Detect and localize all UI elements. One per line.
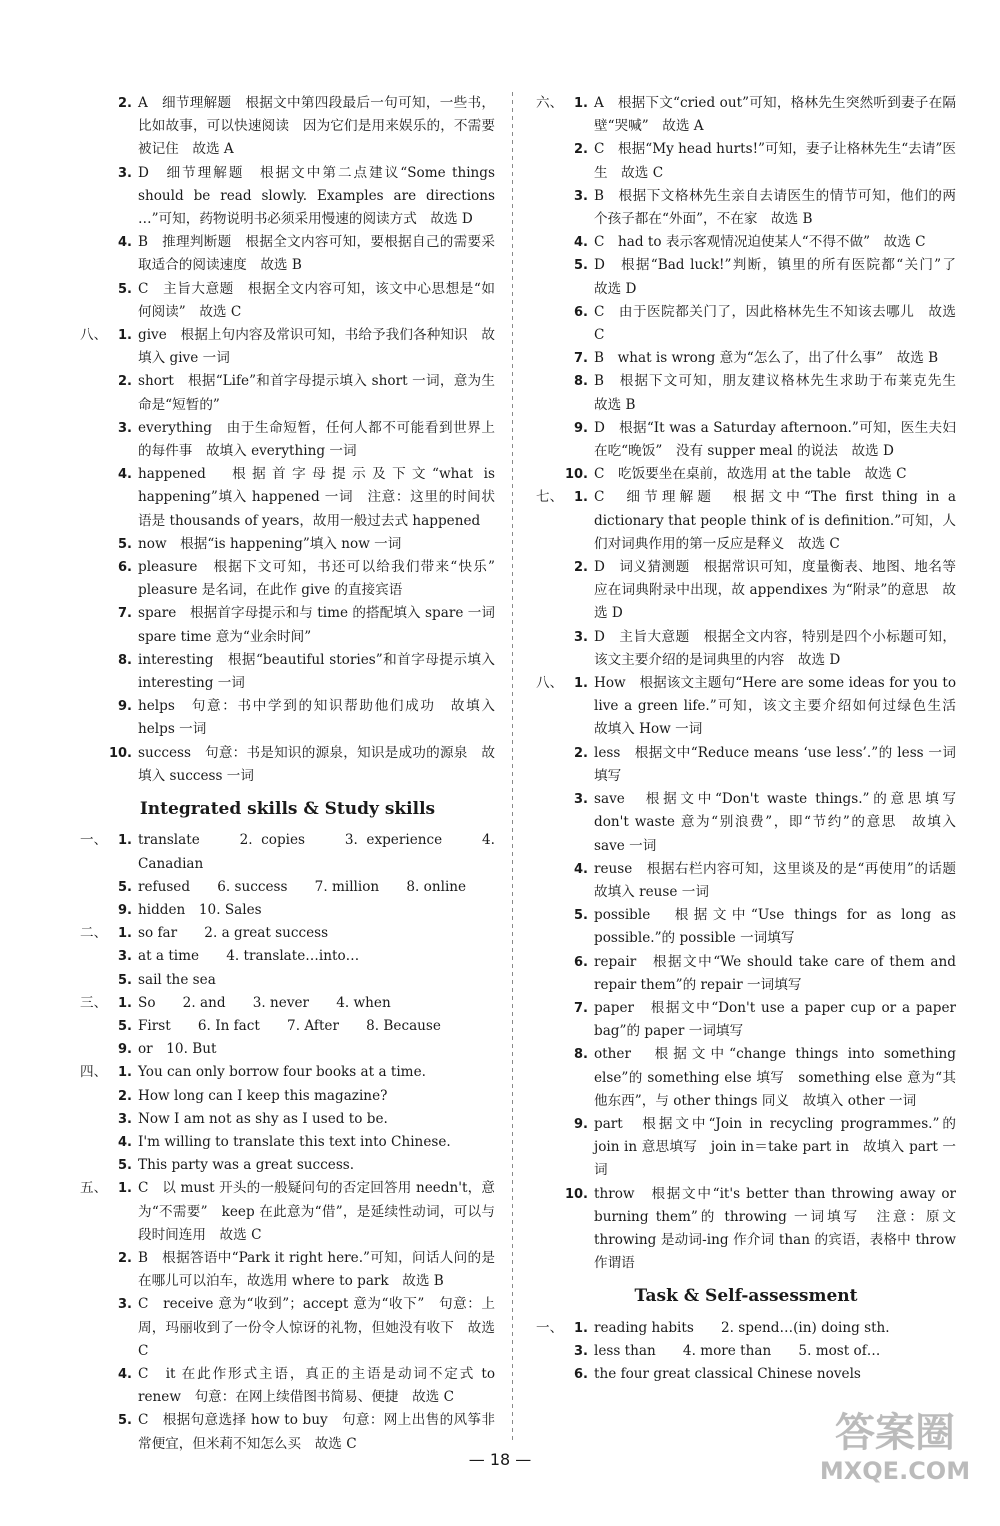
item-number: 1.	[118, 926, 132, 942]
item-number: 1.	[574, 490, 588, 506]
item-number: 6.	[574, 954, 588, 970]
answer-text: translate 2. copies 3. experience 4. Canadian	[138, 832, 500, 872]
answer-item	[536, 417, 956, 463]
answer-item	[536, 254, 970, 300]
answer-item	[536, 556, 956, 626]
watermark-logo-text: 答案圈	[835, 1410, 955, 1456]
answer-item	[536, 1317, 956, 1340]
answer-text: I'm willing to translate this text into Chinese.	[138, 1133, 451, 1150]
answer-text: possible 根据文中“Use things for as long as possible.”的 possible 一词填写	[594, 907, 961, 947]
answer-text: B 根据下文格林先生亲自去请医生的情节可知，他们的两个孩子都在“外面”，不在家 故选 B	[594, 187, 956, 228]
item-number: 9.	[118, 699, 132, 715]
item-number: 8.	[574, 1047, 588, 1063]
answer-item	[536, 788, 970, 858]
answer-item	[80, 92, 495, 162]
answer-text: hidden 10. Sales	[138, 901, 262, 918]
item-number: 9.	[574, 420, 588, 436]
item-number: 4.	[574, 861, 588, 877]
item-number: 5.	[118, 1018, 132, 1034]
answer-text: How 根据该文主题句“Here are some ideas for you to live a green life.”可知，该文主要介绍如何过绿色生活 故填入 How 一词	[594, 675, 970, 738]
answer-text: reuse 根据右栏内容可知，这里谈及的是“再使用”的话题 故填入 reuse 一词	[594, 860, 970, 900]
item-number: 2.	[574, 142, 588, 158]
answer-item	[536, 92, 956, 138]
answer-item	[536, 1340, 956, 1363]
answer-item	[536, 1113, 961, 1183]
item-number: 3.	[118, 1297, 132, 1313]
answer-text: sail the sea	[138, 971, 216, 988]
item-number: 2.	[118, 374, 132, 390]
item-number: 9.	[118, 902, 132, 918]
answer-text: the four great classical Chinese novels	[594, 1365, 861, 1382]
answer-item	[536, 742, 956, 788]
answer-text: D 主旨大意题 根据全文内容，特别是四个小标题可知，该文主要介绍的是词典里的内容 故选 D	[594, 628, 956, 668]
section-label: 四、	[80, 1064, 108, 1081]
answer-text: paper 根据文中“Don't use a paper cup or a paper bag”的 paper 一词填写	[594, 999, 961, 1040]
item-number: 3.	[118, 165, 132, 181]
item-number: 1.	[118, 995, 132, 1011]
item-number: 5.	[118, 879, 132, 895]
item-number: 5.	[118, 536, 132, 552]
section-label: 一、	[536, 1319, 564, 1336]
item-number: 2.	[118, 1088, 132, 1104]
item-number: 7.	[574, 351, 588, 367]
item-number: 3.	[574, 792, 588, 808]
answer-item	[536, 951, 961, 997]
right-column	[536, 92, 970, 1386]
answer-item	[536, 1043, 961, 1113]
answer-item	[80, 533, 495, 556]
answer-text: or 10. But	[138, 1041, 217, 1058]
answer-text: D 根据“It was a Saturday afternoon.”可知，医生夫妇在吃“晚饭” 没有 supper meal 的说法 故选 D	[594, 419, 956, 460]
answer-text: give 根据上句内容及常识可知，书给予我们各种知识 故填入 give 一词	[138, 327, 495, 367]
item-number: 6.	[574, 1366, 588, 1382]
answer-item	[80, 1247, 495, 1293]
item-number: 4.	[574, 235, 588, 251]
answer-item	[536, 301, 961, 347]
item-number: 5.	[118, 281, 132, 297]
answer-text: reading habits 2. spend…(in) doing sth.	[594, 1319, 890, 1336]
answers-task	[536, 1317, 956, 1387]
answer-text: happened 根据首字母提示及下文“what is happening”填入 happened 一词 注意：这里的时间状语是 thousands of years，故用一般过去式 happened	[138, 466, 500, 529]
answer-item	[536, 997, 961, 1043]
answer-text: other 根据文中“change things into something else”的 something else 填写 something else 意为“其他东西”，与 other things 同义 故填入 other 一词	[594, 1046, 961, 1109]
answer-text: less than 4. more than 5. most of…	[594, 1342, 881, 1359]
item-number: 6.	[118, 560, 132, 576]
answer-text: spare 根据首字母提示和与 time 的搭配填入 spare 一词 spare time 意为“业余时间”	[138, 605, 509, 645]
item-number: 10.	[108, 745, 132, 761]
answer-item	[80, 324, 495, 370]
answer-text: C had to 表示客观情况迫使某人“不得不做” 故选 C	[594, 234, 926, 251]
answer-text: less 根据文中“Reduce means ‘use less’.”的 less 一词填写	[594, 744, 956, 784]
answer-item	[80, 1108, 495, 1131]
answer-text: B 推理判断题 根据全文内容可知，要根据自己的需要采取适合的阅读速度 故选 B	[138, 234, 495, 274]
answer-text: How long can I keep this magazine?	[138, 1087, 388, 1104]
answer-text: save 根据文中“Don't waste things.”的意思填写 don't waste 意为“别浪费”，即“节约”的意思 故填入 save 一词	[594, 791, 970, 854]
answer-item	[80, 463, 500, 533]
answer-item	[536, 463, 956, 486]
answer-item	[80, 899, 495, 922]
answer-item	[80, 649, 500, 695]
answer-item	[80, 1015, 495, 1038]
answer-text: D 根据“Bad luck!”判断，镇里的所有医院都“关门”了 故选 D	[594, 257, 970, 297]
item-number: 3.	[118, 420, 132, 436]
answers-cloze-and-reading	[536, 92, 970, 1275]
item-number: 1.	[118, 1181, 132, 1197]
answer-text: C 细节理解题 根据文中“The first thing in a dictionary that people think of is definition.”可知，人们对词典作用的第一反应是释义 故选 C	[594, 489, 961, 552]
answer-item	[80, 370, 495, 416]
answer-text: C receive 意为“收到”；accept 意为“收下” 句意：上周，玛丽收到了一份令人惊讶的礼物，但她没有收下 故选 C	[138, 1296, 500, 1359]
answer-text: D 细节理解题 根据文中第二点建议“Some things should be read slowly. Examples are directions …”可知，药物说明书必须采用慢速的阅读方式 故选 D	[138, 164, 500, 228]
answer-item	[80, 1038, 495, 1061]
answer-item	[80, 1363, 500, 1409]
answer-item	[536, 672, 970, 742]
section-label: 二、	[80, 925, 108, 942]
item-number: 3.	[118, 1111, 132, 1127]
item-number: 3.	[118, 949, 132, 965]
answer-item	[80, 1293, 500, 1363]
answer-text: Now I am not as shy as I used to be.	[138, 1110, 388, 1127]
section-label: 八、	[536, 675, 564, 692]
answer-item	[80, 1154, 495, 1177]
item-number: 4.	[118, 1134, 132, 1150]
answer-text: B 根据下文可知，朋友建议格林先生求助于布莱克先生 故选 B	[594, 373, 970, 413]
answer-text: repair 根据文中“We should take care of them and repair them”的 repair 一词填写	[594, 953, 961, 993]
item-number: 7.	[574, 1000, 588, 1016]
answer-item	[80, 417, 495, 463]
answer-item	[80, 1177, 495, 1247]
item-number: 1.	[574, 96, 588, 111]
item-number: 5.	[118, 972, 132, 988]
item-number: 1.	[574, 676, 588, 692]
answer-text: You can only borrow four books at a time.	[138, 1064, 426, 1081]
item-number: 4.	[118, 1366, 132, 1382]
answer-text: B 根据答语中“Park it right here.”可知，问话人问的是在哪儿可以泊车，故选用 where to park 故选 B	[138, 1249, 495, 1290]
item-number: 1.	[118, 1065, 132, 1081]
answer-text: part 根据文中“Join in recycling programmes.”的 join in 意思填写 join in＝take part in 故填入 part 一词	[594, 1115, 961, 1179]
answer-text: so far 2. a great success	[138, 925, 329, 942]
answer-item	[536, 138, 956, 184]
answer-item	[80, 1131, 495, 1154]
item-number: 5.	[574, 908, 588, 924]
left-column	[80, 92, 509, 1456]
answer-text: pleasure 根据下文可知，书还可以给我们带来“快乐” pleasure 是名词，在此作 give 的直接宾语	[138, 559, 509, 599]
item-number: 1.	[118, 833, 132, 849]
item-number: 8.	[574, 374, 588, 390]
answer-text: C 由于医院都关门了，因此格林先生不知该去哪儿 故选 C	[594, 303, 961, 344]
section-heading-integrated-skills: Integrated skills & Study skills	[139, 799, 436, 820]
section-label: 七、	[536, 489, 564, 506]
item-number: 9.	[574, 1116, 588, 1132]
answer-item	[80, 162, 500, 232]
item-number: 4.	[118, 235, 132, 251]
item-number: 10.	[564, 467, 588, 483]
answer-item	[80, 695, 500, 741]
answer-item	[80, 278, 495, 324]
answer-text: C 以 must 开头的一般疑问句的否定回答用 needn't，意为“不需要” keep 在此意为“借”，是延续性动词，可以与段时间连用 故选 C	[138, 1180, 495, 1243]
answer-text: So 2. and 3. never 4. when	[138, 994, 391, 1011]
answer-text: This party was a great success.	[138, 1157, 355, 1174]
section-heading-task-self-assessment: Task & Self-assessment	[634, 1286, 858, 1307]
item-number: 8.	[118, 652, 132, 668]
answer-text: throw 根据文中“it's better than throwing away or burning them”的 throwing 一词填写 注意：原文 throwing 是动词-ing 作介词 than 的宾语，表格中 throw 作谓语	[594, 1185, 961, 1272]
answer-text: B what is wrong 意为“怎么了，出了什么事” 故选 B	[594, 350, 939, 367]
answer-item	[536, 1363, 956, 1386]
item-number: 2.	[118, 1250, 132, 1266]
answer-item	[536, 858, 970, 904]
item-number: 2.	[118, 96, 132, 111]
item-number: 9.	[118, 1042, 132, 1058]
item-number: 3.	[574, 188, 588, 204]
section-label: 八、	[80, 327, 108, 344]
answer-text: A 细节理解题 根据文中第四段最后一句可知，一些书，比如故事，可以快速阅读 因为它们是用来娱乐的，不需要被记住 故选 A	[138, 95, 495, 158]
answer-item	[536, 486, 961, 556]
answers-reading-section	[80, 92, 509, 788]
section-label: 一、	[80, 832, 108, 849]
section-label: 六、	[536, 95, 564, 111]
answer-item	[536, 626, 956, 672]
answer-text: C 吃饭要坐在桌前，故选用 at the table 故选 C	[594, 466, 907, 483]
page-number: — 18 —	[468, 1450, 532, 1469]
item-number: 3.	[574, 1343, 588, 1359]
item-number: 5.	[118, 1413, 132, 1429]
answer-item	[80, 992, 495, 1015]
item-number: 2.	[574, 745, 588, 761]
item-number: 5.	[574, 258, 588, 274]
answer-text: C 根据句意选择 how to buy 句意：网上出售的风筝非常便宜，但米莉不知怎么买 故选 C	[138, 1412, 495, 1452]
answer-item	[80, 602, 509, 648]
item-number: 1.	[574, 1320, 588, 1336]
answer-item	[80, 556, 509, 602]
item-number: 4.	[118, 467, 132, 483]
answer-item	[80, 1061, 495, 1084]
answer-text: First 6. In fact 7. After 8. Because	[138, 1017, 441, 1034]
section-label: 五、	[80, 1180, 108, 1197]
answer-text: C 主旨大意题 根据全文内容可知，该文中心思想是“如何阅读” 故选 C	[138, 280, 495, 320]
section-label: 三、	[80, 994, 108, 1011]
answer-text: now 根据“is happening”填入 now 一词	[138, 535, 402, 552]
answer-item	[536, 347, 956, 370]
watermark-logo	[813, 1401, 978, 1486]
answer-item	[80, 945, 495, 968]
item-number: 7.	[118, 606, 132, 622]
answer-text: at a time 4. translate…into…	[138, 948, 360, 965]
answer-text: short 根据“Life”和首字母提示填入 short 一词，意为生命是“短暂的”	[138, 373, 495, 413]
item-number: 6.	[574, 304, 588, 320]
answer-text: helps 句意：书中学到的知识帮助他们成功 故填入 helps 一词	[138, 698, 500, 738]
item-number: 3.	[574, 629, 588, 645]
answer-text: C 根据“My head hurts!”可知，妻子让格林先生“去请”医生 故选 C	[594, 141, 956, 181]
answer-text: D 词义猜测题 根据常识可知，度量衡表、地图、地名等应在词典附录中出现，故 appendixes 为“附录”的意思 故选 D	[594, 559, 956, 622]
answer-text: everything 由于生命短暂，任何人都不可能看到世界上的每件事 故填入 everything 一词	[138, 419, 495, 460]
item-number: 2.	[574, 560, 588, 576]
item-number: 1.	[118, 328, 132, 344]
answer-item	[80, 876, 495, 899]
answer-item	[80, 1409, 495, 1455]
answer-item	[80, 829, 500, 875]
item-number: 5.	[118, 1158, 132, 1174]
watermark-url: MXQE.COM	[819, 1457, 971, 1485]
answer-item	[80, 742, 495, 788]
answer-item	[80, 922, 495, 945]
item-number: 10.	[564, 1186, 588, 1202]
answer-text: refused 6. success 7. million 8. online	[138, 878, 467, 895]
answers-integrated-skills	[80, 829, 500, 1455]
answer-item	[536, 231, 956, 254]
answer-text: interesting 根据“beautiful stories”和首字母提示填入 interesting 一词	[138, 651, 500, 692]
answer-item	[536, 904, 961, 950]
answer-item	[80, 1085, 495, 1108]
answer-item	[536, 1183, 961, 1276]
column-divider	[512, 92, 513, 1442]
answer-item	[80, 969, 495, 992]
answer-text: success 句意：书是知识的源泉，知识是成功的源泉 故填入 success 一词	[138, 744, 495, 784]
answer-text: C it 在此作形式主语，真正的主语是动词不定式 to renew 句意：在网上续借图书简易、便捷 故选 C	[138, 1365, 500, 1406]
answer-item	[80, 231, 495, 277]
answer-item	[536, 185, 956, 231]
answer-item	[536, 370, 970, 416]
answer-text: A 根据下文“cried out”可知，格林先生突然听到妻子在隔壁“哭喊” 故选 A	[594, 95, 956, 135]
